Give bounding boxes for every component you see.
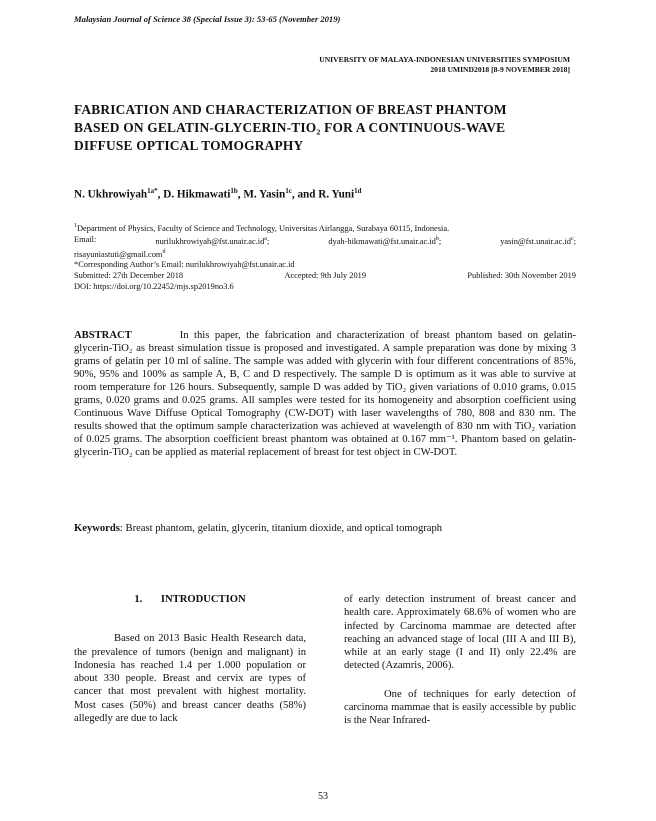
right-column	[344, 593, 576, 728]
page-number: 53	[318, 791, 328, 802]
affiliation-block	[74, 221, 576, 292]
email-b[interactable]: dyah-$hikmawati@fst.unair.ac.id^b$;	[328, 235, 442, 246]
email-label: Email:	[74, 234, 97, 244]
title-line-1: FABRICATION AND CHARACTERIZATION OF BREAST PHANTOM	[74, 102, 507, 117]
abstract-text: In this paper, the fabrication and characterization of breast phantom based on gelatin-glycerin-TiO₂ as breast simulation tissue is proposed and investigated. A sample preparation was done by mixing 3 grams of gelatin per 10 ml of saline. The sample was added with glycerin with four different concentrations of 85%, 90%, 95% and 100% as sample A, B, C and D respectively. The sample D is optimum as it was able to survive at room temperature for 126 hours. Subsequently, sample D was added by TiO₂ given variations of 0.010 grams, 0.015 grams, 0.020 grams and 0.025 grams. All samples were tested for its homogeneity and absorption coefficient using Continuous Wave Diffuse Optical Tomography (CW-DOT) with laser wavelengths of 780, 808 and 830 nm. The results showed that the optimum sample characterization was achieved at wavelength of 830 nm with TiO₂ variation of 0.025 grams. The absorption coefficient breast phantom was obtained at 0.167 mm⁻¹. Phantom based on gelatin-glycerin-TiO₂ can be applied as material replacement of breast for test object in CW-DOT.	[74, 330, 576, 458]
title-line-3: DIFFUSE OPTICAL TOMOGRAPHY	[74, 138, 304, 153]
email-row	[74, 234, 576, 247]
department-line	[74, 221, 576, 234]
author-sup: 1b	[230, 187, 238, 195]
intro-paragraph-2: of early detection instrument of breast cancer and health care. Approximately 68.6% of women who are infected by Carcinoma mammae are detected after reaching an advanced stage of local (III A and III B), while at an early stage (I and II) only 22.4% are detected (Azamris, 2006).	[344, 594, 576, 672]
section-heading: 1. INTRODUCTION	[134, 594, 246, 605]
author-name: M. Yasin	[243, 188, 286, 201]
author-name: N. Ukhrowiyah	[74, 188, 148, 201]
keywords-label: Keywords	[74, 523, 120, 534]
corresponding-author: *Corresponding Author’s Email: nurilukhrowiyah@fst.unair.ac.id	[74, 260, 295, 270]
keywords	[74, 523, 576, 534]
journal-citation: Malaysian Journal of Science 38 (Special Issue 3): 53-65 (November 2019)	[74, 14, 341, 24]
author-sup: 1a*	[147, 187, 158, 195]
abstract	[74, 329, 576, 459]
author-sup: 1c	[285, 187, 292, 195]
author-sup: 1d	[354, 187, 362, 195]
accepted-date: Accepted: 9th July 2019	[284, 271, 367, 281]
email-c[interactable]: $yasin@fst.unair.ac.id^c$;	[500, 235, 576, 246]
symposium-line-1: UNIVERSITY OF MALAYA-INDONESIAN UNIVERSITIES SYMPOSIUM	[319, 55, 570, 64]
abstract-label: ABSTRACT	[74, 330, 132, 341]
keywords-text: : Breast phantom, gelatin, glycerin, titanium dioxide, and optical tomograph	[119, 523, 443, 534]
department-text: Department of Physics, Faculty of Science and Technology, Universitas Airlangga, Surabaya 60115, Indonesia.	[77, 223, 450, 233]
intro-paragraph-3: One of techniques for early detection of carcinoma mammae that is easily accessible by public is the Near Infrared-	[344, 688, 576, 727]
submitted-date: Submitted: 27th December 2018	[74, 271, 184, 281]
title-line-2: BASED ON GELATIN-GLYCERIN-TIO₂ FOR A CONTINUOUS-WAVE	[74, 120, 506, 135]
dept-sup: 1	[74, 223, 77, 229]
author-name: R. Yuni	[318, 188, 355, 201]
intro-paragraph-1: Based on 2013 Basic Health Research data, the prevalence of tumors (benign and malignant) in Indonesia has reached 1.4 per 1.000 population or about 330 people. Breast and cervix are types of cancer that most prevalent with highest mortality. Most cases (50%) and breast cancer deaths (58%) allegedly are due to lack	[74, 633, 306, 725]
email-a[interactable]: $nurilukhrowiyah@fst.unair.ac.id^a$;	[155, 235, 270, 246]
published-date: Published: 30th November 2019	[467, 271, 576, 281]
doi-line[interactable]: DOI: https://doi.org/10.22452/mjs.sp2019no3.6	[74, 282, 234, 292]
author-list: N. Ukhrowiyah$^{1a*}$, D. Hikmawati$^{1b}$, M. Yasin$^{1c}$, and R. Yuni$^{1d}$	[74, 187, 362, 201]
paper-title	[74, 101, 579, 155]
symposium-header	[319, 55, 570, 75]
author-name: D. Hikmawati	[163, 188, 231, 201]
symposium-line-2: 2018 UMIND2018 [8-9 NOVEMBER 2018]	[430, 65, 570, 74]
dates-row	[74, 270, 576, 281]
email-d[interactable]: risayuniastuti@gmail.com$^d$	[74, 248, 166, 259]
left-column	[74, 593, 306, 725]
